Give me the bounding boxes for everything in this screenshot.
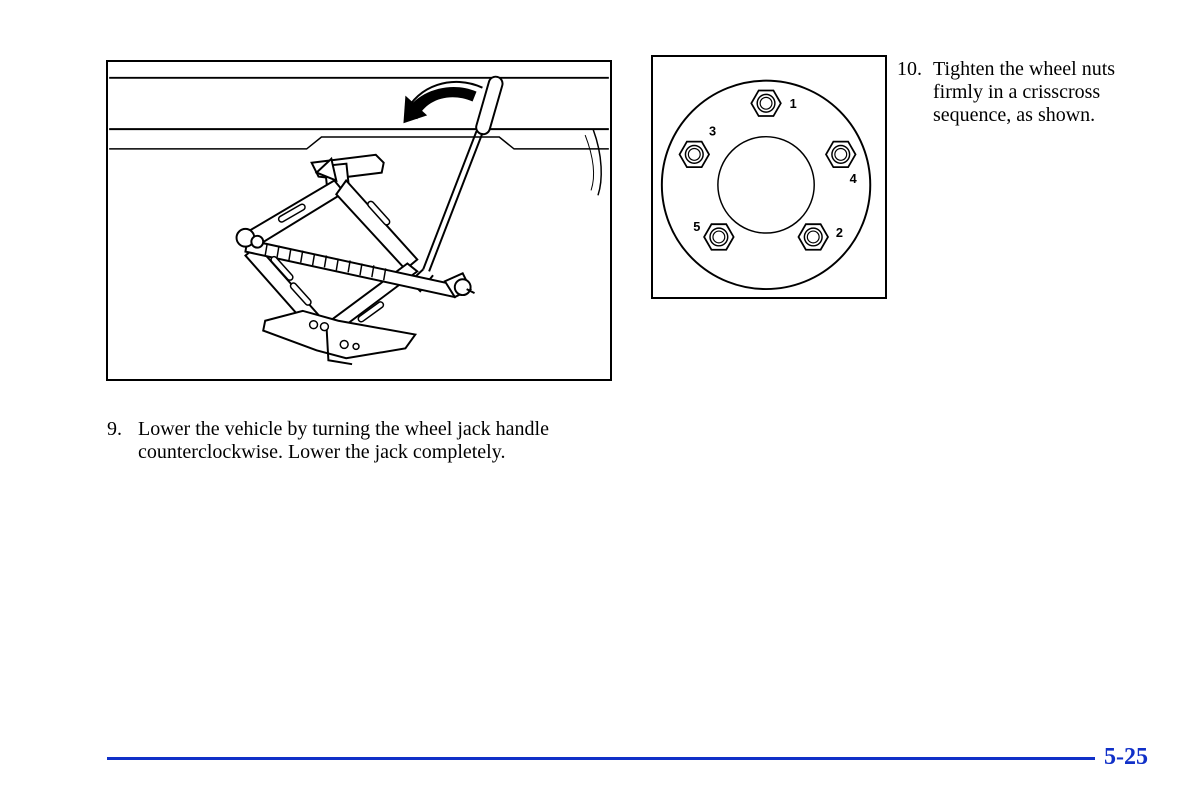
step-text: Tighten the wheel nuts firmly in a crisscross sequence, as shown. (933, 58, 1116, 126)
page-number: 5-25 (1104, 744, 1148, 770)
wheel-nut-4 (826, 142, 855, 168)
step-10 (897, 58, 1157, 127)
jack-illustration (106, 60, 612, 381)
scissor-jack-icon (108, 62, 610, 379)
nut-label-5: 5 (693, 219, 701, 235)
step-number: 9. (107, 418, 122, 440)
wheel-nut-2 (798, 224, 827, 250)
nut-label-3: 3 (709, 123, 717, 139)
wheel-nut-1 (751, 90, 780, 116)
footer-rule (107, 757, 1095, 760)
wheel-nut-3 (680, 142, 709, 168)
wheel-nut-5 (704, 224, 733, 250)
nut-label-2: 2 (835, 224, 843, 240)
step-9 (107, 418, 607, 464)
step-number: 10. (897, 58, 922, 80)
step-text: Lower the vehicle by turning the wheel jack handle counterclockwise. Lower the jack completely. (138, 418, 549, 463)
wheel-nut-diagram (651, 55, 887, 299)
counterclockwise-arrow-icon (403, 82, 482, 123)
wheel-nut-crisscross-icon (653, 57, 885, 297)
nut-label-4: 4 (849, 170, 857, 186)
nut-label-1: 1 (789, 96, 797, 112)
